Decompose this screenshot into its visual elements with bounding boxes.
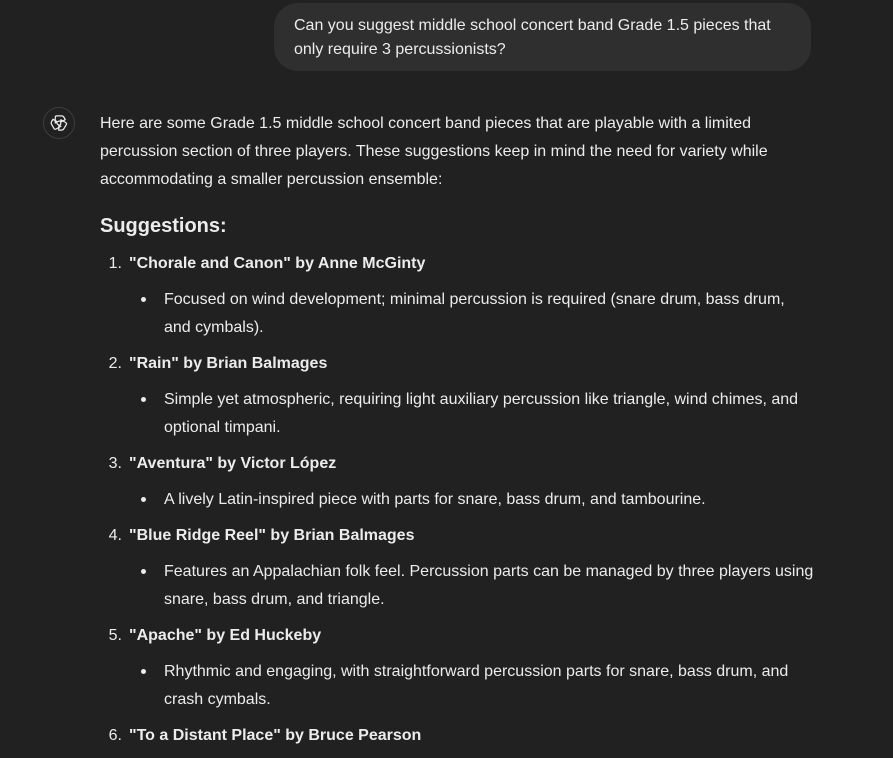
assistant-message (100, 110, 815, 744)
suggestion-title: "Apache" by Ed Huckeby (129, 627, 322, 644)
suggestion-item (100, 522, 815, 614)
bullet-icon (141, 497, 146, 502)
suggestion-title-row (100, 350, 815, 378)
suggestion-title: "Chorale and Canon" by Anne McGinty (129, 255, 426, 272)
suggestion-number: 4. (108, 527, 122, 544)
suggestion-detail: A lively Latin-inspired piece with parts for snare, bass drum, and tambourine. (164, 491, 706, 508)
suggestion-detail-list (100, 286, 815, 342)
suggestion-number: 2. (108, 355, 122, 372)
suggestion-item (100, 250, 815, 342)
openai-logo-icon (49, 113, 69, 133)
suggestion-detail-list (100, 558, 815, 614)
suggestion-detail: Focused on wind development; minimal percussion is required (snare drum, bass drum, and cymbals). (164, 291, 785, 336)
suggestion-item (100, 350, 815, 442)
user-message-text: Can you suggest middle school concert band Grade 1.5 pieces that only require 3 percussionists? (294, 17, 771, 58)
suggestion-title: "Rain" by Brian Balmages (129, 355, 328, 372)
bullet-icon (141, 569, 146, 574)
bullet-icon (141, 297, 146, 302)
suggestion-item (100, 622, 815, 714)
suggestion-detail-item (100, 486, 815, 514)
suggestion-detail-item (100, 558, 815, 614)
suggestions-heading: Suggestions: (100, 215, 227, 237)
suggestion-detail-list (100, 386, 815, 442)
suggestion-item (100, 722, 815, 750)
suggestion-title-row (100, 622, 815, 650)
suggestion-title: "Aventura" by Victor López (129, 455, 337, 472)
suggestion-detail-item (100, 286, 815, 342)
suggestion-number: 3. (108, 455, 122, 472)
suggestions-list (100, 250, 815, 758)
suggestion-number: 6. (108, 727, 122, 744)
assistant-intro: Here are some Grade 1.5 middle school concert band pieces that are playable with a limited percussion section of three players. These suggestions keep in mind the need for variety while accommodating a smaller percussion ensemble: (100, 115, 768, 188)
suggestion-detail-list (100, 486, 815, 514)
suggestion-title-row (100, 722, 815, 750)
suggestion-number: 5. (108, 627, 122, 644)
suggestion-detail: Features an Appalachian folk feel. Percussion parts can be managed by three players using snare, bass drum, and triangle. (164, 563, 814, 608)
suggestion-number: 1. (108, 255, 122, 272)
suggestion-detail-item (100, 386, 815, 442)
bullet-icon (141, 397, 146, 402)
bullet-icon (141, 669, 146, 674)
suggestion-title-row (100, 250, 815, 278)
suggestion-title-row (100, 522, 815, 550)
suggestion-detail-item (100, 658, 815, 714)
suggestion-title: "To a Distant Place" by Bruce Pearson (129, 727, 422, 744)
assistant-avatar (43, 107, 75, 139)
suggestion-title: "Blue Ridge Reel" by Brian Balmages (129, 527, 415, 544)
suggestion-detail: Rhythmic and engaging, with straightforward percussion parts for snare, bass drum, and crash cymbals. (164, 663, 789, 708)
user-message-bubble (274, 3, 811, 71)
suggestion-item (100, 450, 815, 514)
suggestion-title-row (100, 450, 815, 478)
suggestion-detail: Simple yet atmospheric, requiring light auxiliary percussion like triangle, wind chimes, and optional timpani. (164, 391, 799, 436)
suggestion-detail-list (100, 658, 815, 714)
